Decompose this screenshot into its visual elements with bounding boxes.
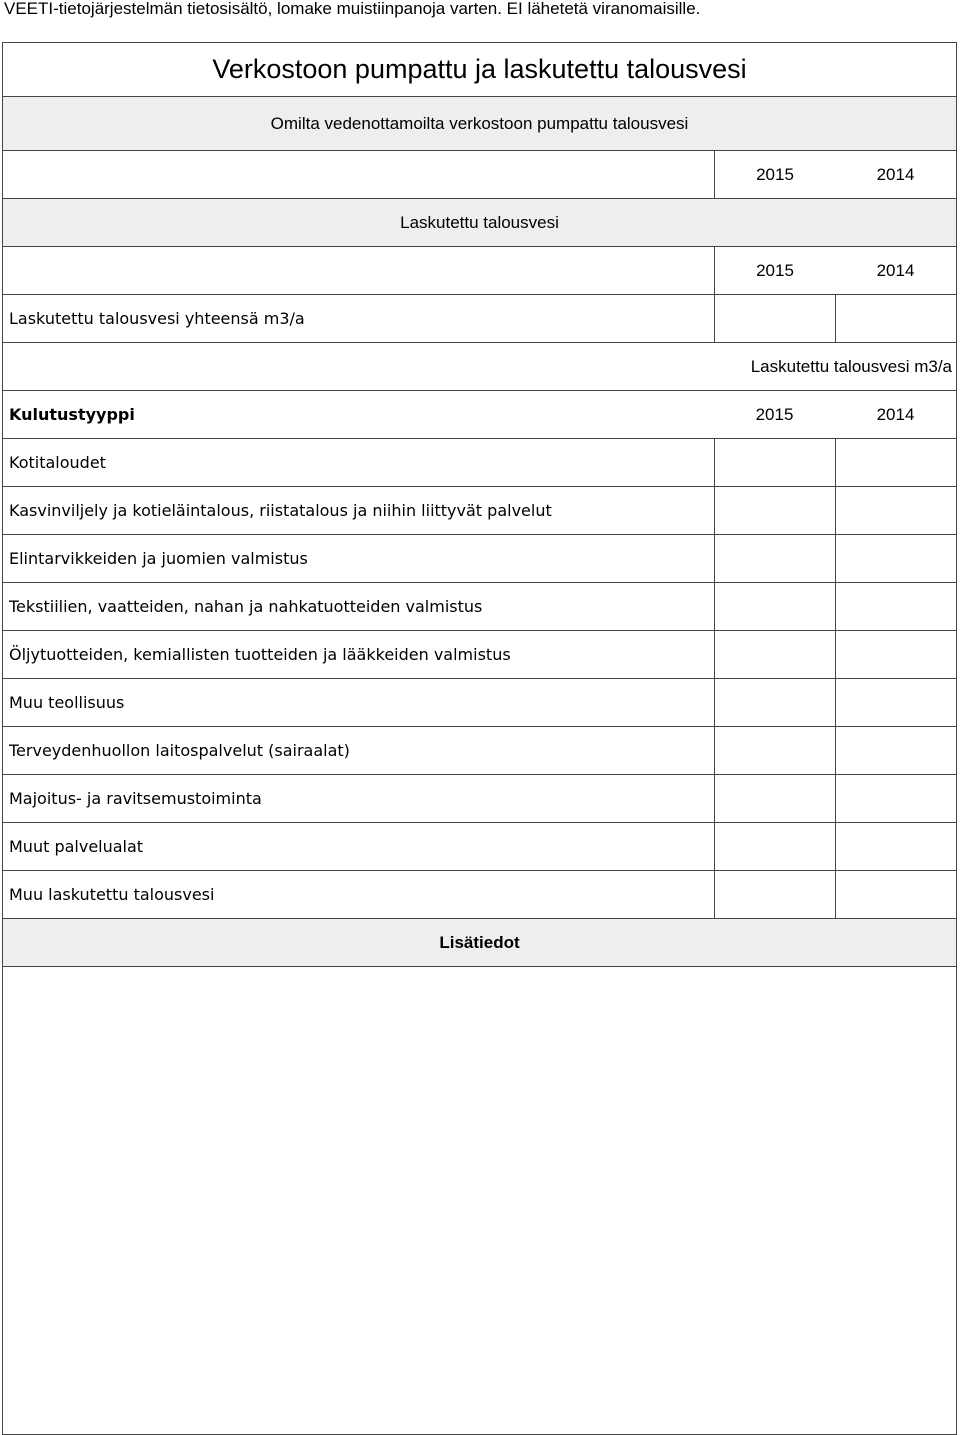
form-title-row — [3, 43, 956, 97]
consumption-2015-field[interactable] — [714, 631, 835, 678]
consumption-2015-field[interactable] — [714, 775, 835, 822]
consumption-unit-row — [3, 343, 956, 391]
pumped-heading: Omilta vedenottamoilta verkostoon pumpattu talousvesi — [270, 113, 689, 133]
billed-total-2014-field[interactable] — [835, 295, 956, 342]
consumption-row — [3, 535, 956, 583]
form-notice: VEETI-tietojärjestelmän tietosisältö, lomake muistiinpanoja varten. EI lähetetä viranomaisille. — [4, 0, 701, 18]
consumption-2014-field[interactable] — [835, 727, 956, 774]
consumption-row — [3, 631, 956, 679]
billed-years-row — [3, 247, 956, 295]
consumption-2014-field[interactable] — [835, 487, 956, 534]
consumption-row-label: Muu laskutettu talousvesi — [9, 885, 215, 904]
form-title: Verkostoon pumpattu ja laskutettu talousvesi — [212, 54, 747, 84]
billed-year-2015: 2015 — [714, 247, 835, 294]
pumped-years-row — [3, 151, 956, 199]
consumption-row-label: Öljytuotteiden, kemiallisten tuotteiden ja lääkkeiden valmistus — [9, 645, 511, 664]
consumption-type-header: Kulutustyyppi — [9, 405, 135, 424]
consumption-row — [3, 583, 956, 631]
billed-total-label: Laskutettu talousvesi yhteensä m3/a — [9, 309, 305, 328]
consumption-2014-field[interactable] — [835, 439, 956, 486]
consumption-2015-field[interactable] — [714, 727, 835, 774]
billed-heading-row — [3, 199, 956, 247]
consumption-row-label: Muu teollisuus — [9, 693, 125, 712]
billed-total-2015-field[interactable] — [714, 295, 835, 342]
consumption-row — [3, 823, 956, 871]
consumption-row-label: Kasvinviljely ja kotieläintalous, riistatalous ja niihin liittyvät palvelut — [9, 501, 552, 520]
consumption-row-label: Tekstiilien, vaatteiden, nahan ja nahkatuotteiden valmistus — [9, 597, 483, 616]
billed-heading: Laskutettu talousvesi — [400, 212, 559, 232]
notes-heading: Lisätiedot — [439, 932, 520, 952]
consumption-2014-field[interactable] — [835, 775, 956, 822]
consumption-row — [3, 439, 956, 487]
consumption-2014-field[interactable] — [835, 583, 956, 630]
pumped-heading-row — [3, 97, 956, 151]
consumption-2015-field[interactable] — [714, 535, 835, 582]
water-form — [2, 42, 957, 1435]
consumption-row — [3, 679, 956, 727]
consumption-2014-field[interactable] — [835, 535, 956, 582]
notes-textarea[interactable] — [3, 967, 956, 1434]
notes-heading-row — [3, 919, 956, 967]
consumption-2015-field[interactable] — [714, 487, 835, 534]
consumption-2014-field[interactable] — [835, 679, 956, 726]
consumption-2014-field[interactable] — [835, 631, 956, 678]
consumption-row — [3, 727, 956, 775]
pumped-year-2014: 2014 — [876, 164, 915, 184]
consumption-row-label: Kotitaloudet — [9, 453, 106, 472]
consumption-row-label: Majoitus- ja ravitsemustoiminta — [9, 789, 262, 808]
consumption-header-row — [3, 391, 956, 439]
billed-year-2014: 2014 — [876, 260, 915, 280]
billed-total-row — [3, 295, 956, 343]
consumption-row-label: Muut palvelualat — [9, 837, 144, 856]
consumption-2014-field[interactable] — [835, 871, 956, 918]
consumption-year-2014: 2014 — [876, 404, 915, 424]
consumption-year-2015: 2015 — [755, 404, 794, 424]
consumption-2015-field[interactable] — [714, 583, 835, 630]
consumption-row-label: Elintarvikkeiden ja juomien valmistus — [9, 549, 308, 568]
consumption-2014-field[interactable] — [835, 823, 956, 870]
pumped-year-2015: 2015 — [714, 151, 835, 198]
consumption-row-label: Terveydenhuollon laitospalvelut (sairaalat) — [9, 741, 350, 760]
consumption-unit-label: Laskutettu talousvesi m3/a — [750, 356, 952, 376]
consumption-row — [3, 487, 956, 535]
consumption-2015-field[interactable] — [714, 439, 835, 486]
consumption-2015-field[interactable] — [714, 823, 835, 870]
consumption-row — [3, 775, 956, 823]
consumption-2015-field[interactable] — [714, 871, 835, 918]
consumption-2015-field[interactable] — [714, 679, 835, 726]
consumption-row — [3, 871, 956, 919]
